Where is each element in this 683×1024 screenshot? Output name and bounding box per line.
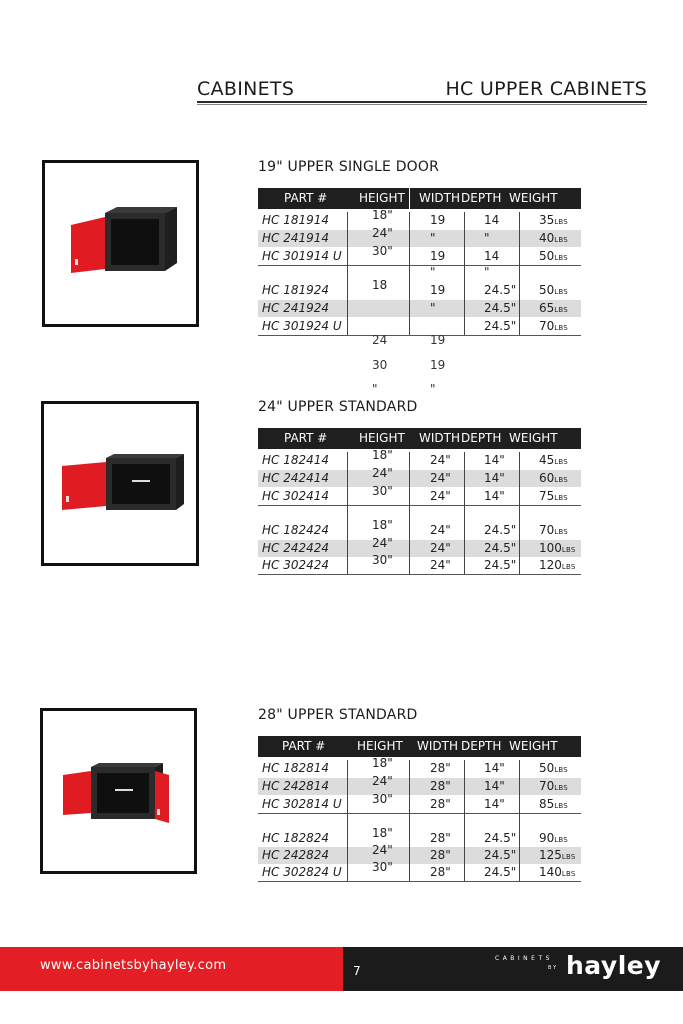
col-width: WIDTH xyxy=(419,431,460,445)
lbs-unit: LBS xyxy=(561,853,576,861)
lbs-unit: LBS xyxy=(561,563,576,571)
weight-value: 40LBS xyxy=(539,231,568,245)
depth-value: 14" xyxy=(484,761,505,775)
width-value: 24" xyxy=(430,489,451,503)
table-header xyxy=(258,428,581,449)
height-value: 24" xyxy=(372,226,393,240)
cabinet-photo-19-single-door xyxy=(42,160,199,327)
weight-value: 35LBS xyxy=(539,213,568,227)
part-number: HC 241914 xyxy=(262,231,330,245)
website-link[interactable]: www.cabinetsbyhayley.com xyxy=(40,958,227,973)
lbs-unit: LBS xyxy=(554,218,568,226)
width-value: 28" xyxy=(430,865,451,879)
column-divider xyxy=(347,212,348,335)
part-number: HC 301914 U xyxy=(262,249,342,263)
depth-value: 14" xyxy=(484,779,505,793)
depth-value: 24.5" xyxy=(484,541,517,555)
weight-value: 45LBS xyxy=(539,453,568,467)
table-row xyxy=(258,226,581,247)
table-row xyxy=(258,448,581,469)
column-divider xyxy=(519,212,520,335)
part-number: HC 182414 xyxy=(262,453,330,467)
col-width: WIDTH xyxy=(419,191,460,205)
width-value: 28" xyxy=(430,779,451,793)
table-row xyxy=(258,208,581,229)
col-part: PART # xyxy=(282,739,326,753)
weight-value: 125LBS xyxy=(539,848,576,862)
part-number: HC 302814 U xyxy=(262,797,342,811)
table-row xyxy=(258,756,581,777)
weight-value: 65LBS xyxy=(539,301,568,315)
col-part: PART # xyxy=(284,431,328,445)
part-number: HC 241924 xyxy=(262,301,330,315)
stray-text: 24 xyxy=(372,333,388,347)
width-value: 28" xyxy=(430,831,451,845)
width-value: 19 xyxy=(430,249,446,263)
height-value: 18" xyxy=(372,208,393,222)
column-divider xyxy=(409,760,410,881)
table-row xyxy=(258,536,581,557)
stray-text: " xyxy=(484,265,490,279)
width-value: 19 xyxy=(430,283,446,297)
col-height: HEIGHT xyxy=(357,739,403,753)
column-divider xyxy=(347,760,348,881)
width-value: 24" xyxy=(430,471,451,485)
stray-text: 19 xyxy=(430,358,446,372)
part-number: HC 302414 xyxy=(262,489,330,503)
depth-value: 14" xyxy=(484,453,505,467)
col-depth: DEPTH xyxy=(461,739,502,753)
part-number: HC 242814 xyxy=(262,779,330,793)
height-value: 30" xyxy=(372,792,393,806)
lbs-unit: LBS xyxy=(554,766,568,774)
depth-value: 24.5" xyxy=(484,319,517,333)
part-number: HC 301924 U xyxy=(262,319,342,333)
part-number: HC 242414 xyxy=(262,471,330,485)
page-number: 7 xyxy=(353,964,361,978)
lbs-unit: LBS xyxy=(554,802,568,810)
col-weight: WEIGHT xyxy=(509,739,558,753)
col-part: PART # xyxy=(284,191,328,205)
col-height: HEIGHT xyxy=(359,191,405,205)
part-number: HC 242424 xyxy=(262,541,330,555)
cabinet-illustration xyxy=(65,203,180,283)
width-value: " xyxy=(430,231,436,245)
width-value: 24" xyxy=(430,558,451,572)
col-height: HEIGHT xyxy=(359,431,405,445)
height-value: 18" xyxy=(372,518,393,532)
page-category: CABINETS xyxy=(197,78,295,100)
cabinet-photo-24-standard xyxy=(41,401,199,566)
column-divider xyxy=(519,452,520,574)
part-number: HC 302424 xyxy=(262,558,330,572)
height-value: 30" xyxy=(372,860,393,874)
weight-value: 75LBS xyxy=(539,489,568,503)
column-divider xyxy=(409,212,410,335)
logo-cabinets-text: CABINETS xyxy=(495,955,553,962)
width-value: 24" xyxy=(430,523,451,537)
width-value: " xyxy=(430,301,436,315)
width-value: 24" xyxy=(430,453,451,467)
height-value: 18" xyxy=(372,756,393,770)
weight-value: 120LBS xyxy=(539,558,576,572)
column-divider xyxy=(347,452,348,574)
height-value: 24" xyxy=(372,466,393,480)
lbs-unit: LBS xyxy=(554,288,568,296)
lbs-unit: LBS xyxy=(554,836,568,844)
height-value: 30" xyxy=(372,484,393,498)
table-row xyxy=(258,244,581,266)
stray-text: 30 xyxy=(372,358,388,372)
page-title: HC UPPER CABINETS xyxy=(445,78,647,100)
height-value: 30" xyxy=(372,244,393,258)
section-title: 19" UPPER SINGLE DOOR xyxy=(258,159,440,175)
width-value: 28" xyxy=(430,848,451,862)
depth-value: 14 xyxy=(484,249,500,263)
stray-text: " xyxy=(430,265,436,279)
lbs-unit: LBS xyxy=(554,458,568,466)
depth-value: 14" xyxy=(484,471,505,485)
table-row xyxy=(258,484,581,506)
col-weight: WEIGHT xyxy=(509,191,558,205)
width-value: 19 xyxy=(430,213,446,227)
column-divider xyxy=(464,760,465,881)
height-value: 24" xyxy=(372,774,393,788)
depth-value: 24.5" xyxy=(484,301,517,315)
column-divider xyxy=(464,452,465,574)
depth-value: 24.5" xyxy=(484,865,517,879)
lbs-unit: LBS xyxy=(554,236,568,244)
height-value: 18 xyxy=(372,278,388,292)
weight-value: 100LBS xyxy=(539,541,576,555)
table-row xyxy=(258,466,581,487)
stray-text: " xyxy=(372,382,378,396)
height-value: 30" xyxy=(372,553,393,567)
cabinet-illustration xyxy=(57,761,187,831)
col-depth: DEPTH xyxy=(461,431,502,445)
logo-by-text: BY xyxy=(548,965,559,971)
table-row xyxy=(258,860,581,882)
table-row xyxy=(258,553,581,575)
depth-value: 24.5" xyxy=(484,523,517,537)
lbs-unit: LBS xyxy=(561,546,576,554)
table-row xyxy=(258,843,581,864)
part-number: HC 182824 xyxy=(262,831,330,845)
part-number: HC 182424 xyxy=(262,523,330,537)
part-number: HC 302824 U xyxy=(262,865,342,879)
section-title: 28" UPPER STANDARD xyxy=(258,707,418,723)
depth-value: " xyxy=(484,231,490,245)
lbs-unit: LBS xyxy=(554,494,568,502)
height-value: 24" xyxy=(372,843,393,857)
header-divider xyxy=(409,188,410,209)
lbs-unit: LBS xyxy=(554,306,568,314)
depth-value: 14" xyxy=(484,489,505,503)
section-title: 24" UPPER STANDARD xyxy=(258,399,418,415)
weight-value: 90LBS xyxy=(539,831,568,845)
col-weight: WEIGHT xyxy=(509,431,558,445)
column-divider xyxy=(464,212,465,335)
column-divider xyxy=(519,760,520,881)
weight-value: 70LBS xyxy=(539,523,568,537)
width-value: 28" xyxy=(430,797,451,811)
lbs-unit: LBS xyxy=(554,476,568,484)
table-header xyxy=(258,736,581,757)
height-value: 18" xyxy=(372,448,393,462)
header-rule xyxy=(197,101,647,103)
part-number: HC 182814 xyxy=(262,761,330,775)
height-value: 18" xyxy=(372,826,393,840)
header-rule-thin xyxy=(197,104,647,105)
col-width: WIDTH xyxy=(417,739,458,753)
table-row xyxy=(258,518,581,539)
weight-value: 85LBS xyxy=(539,797,568,811)
cabinet-illustration xyxy=(58,452,188,514)
part-number: HC 181914 xyxy=(262,213,330,227)
lbs-unit: LBS xyxy=(561,870,576,878)
table-row xyxy=(258,278,581,299)
column-divider xyxy=(409,452,410,574)
col-depth: DEPTH xyxy=(461,191,502,205)
lbs-unit: LBS xyxy=(554,254,568,262)
height-value: 24" xyxy=(372,536,393,550)
weight-value: 50LBS xyxy=(539,249,568,263)
weight-value: 60LBS xyxy=(539,471,568,485)
depth-value: 24.5" xyxy=(484,558,517,572)
weight-value: 140LBS xyxy=(539,865,576,879)
stray-text: " xyxy=(430,382,436,396)
weight-value: 70LBS xyxy=(539,319,568,333)
weight-value: 50LBS xyxy=(539,761,568,775)
width-value: 28" xyxy=(430,761,451,775)
part-number: HC 181924 xyxy=(262,283,330,297)
table-row xyxy=(258,300,581,317)
lbs-unit: LBS xyxy=(554,784,568,792)
table-header xyxy=(258,188,581,209)
lbs-unit: LBS xyxy=(554,528,568,536)
stray-text: 19 xyxy=(430,333,446,347)
lbs-unit: LBS xyxy=(554,324,568,332)
weight-value: 70LBS xyxy=(539,779,568,793)
width-value: 24" xyxy=(430,541,451,555)
table-row xyxy=(258,826,581,847)
depth-value: 24.5" xyxy=(484,283,517,297)
table-row xyxy=(258,792,581,814)
depth-value: 14" xyxy=(484,797,505,811)
depth-value: 14 xyxy=(484,213,500,227)
depth-value: 24.5" xyxy=(484,831,517,845)
weight-value: 50LBS xyxy=(539,283,568,297)
depth-value: 24.5" xyxy=(484,848,517,862)
brand-logo: hayley xyxy=(566,951,662,980)
table-row xyxy=(258,318,581,336)
part-number: HC 242824 xyxy=(262,848,330,862)
table-row xyxy=(258,774,581,795)
cabinet-photo-28-standard xyxy=(40,708,197,874)
